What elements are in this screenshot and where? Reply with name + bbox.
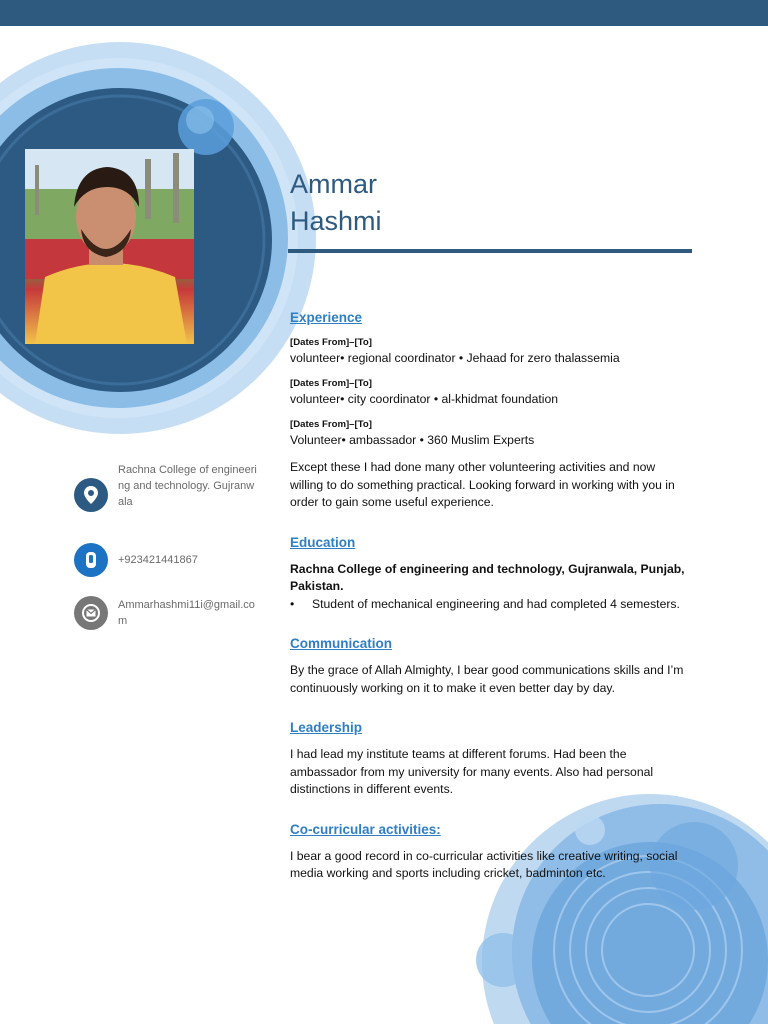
cocurricular-text: I bear a good record in co-curricular activities like creative writing, social media working and sports including cricket, badminton etc. [290,848,678,880]
experience-entry [290,336,690,367]
phone-icon [74,543,108,577]
experience-dates: [Dates From]–[To] [290,337,372,348]
communication-section [290,634,690,697]
cocurricular-section [290,820,690,883]
experience-dates: [Dates From]–[To] [290,378,372,389]
resume-content [290,308,690,883]
experience-entry [290,377,690,408]
email-text[interactable]: Ammarhashmi11i@gmail.com [118,599,255,627]
leadership-section [290,718,690,799]
experience-entry [290,418,690,449]
cocurricular-heading: Co-curricular activities: [290,821,441,837]
location-pin-icon [74,478,108,512]
experience-dates: [Dates From]–[To] [290,419,372,430]
experience-role: volunteer• city coordinator • al-khidmat foundation [290,392,559,406]
leadership-text: I had lead my institute teams at different forums. Had been the ambassador from my university for many events. Also had personal distinctions in different events. [290,747,654,796]
experience-section [290,308,690,512]
communication-text: By the grace of Allah Almighty, I bear good communications skills and I’m continuously working on it to make it even better day by day. [290,663,684,695]
communication-heading: Communication [290,636,393,651]
education-school: Rachna College of engineering and technology, Gujranwala, Punjab, Pakistan. [290,561,685,593]
education-bullet: • Student of mechanical engineering and had completed 4 semesters. [290,596,690,614]
candidate-name [290,166,382,240]
phone-text[interactable]: +923421441867 [118,554,198,566]
name-first: Ammar [290,169,377,199]
experience-role: volunteer• regional coordinator • Jehaad for zero thalassemia [290,351,620,365]
name-divider [288,249,692,253]
education-heading: Education [290,534,356,550]
experience-heading: Experience [290,310,363,325]
education-section [290,533,690,614]
name-last: Hashmi [290,206,382,236]
experience-summary: Except these I had done many other volunteering activities and now willing to do something practical. Looking forward in working with you in order to gain some useful experience. [290,460,675,509]
education-bullets [290,596,690,614]
leadership-heading: Leadership [290,720,363,735]
email-icon [74,596,108,630]
experience-role: Volunteer• ambassador • 360 Muslim Experts [290,433,535,447]
profile-photo [25,149,194,344]
profile-photo-illustration [25,149,194,344]
address-text: Rachna College of engineering and technology. Gujranwala [118,464,257,508]
